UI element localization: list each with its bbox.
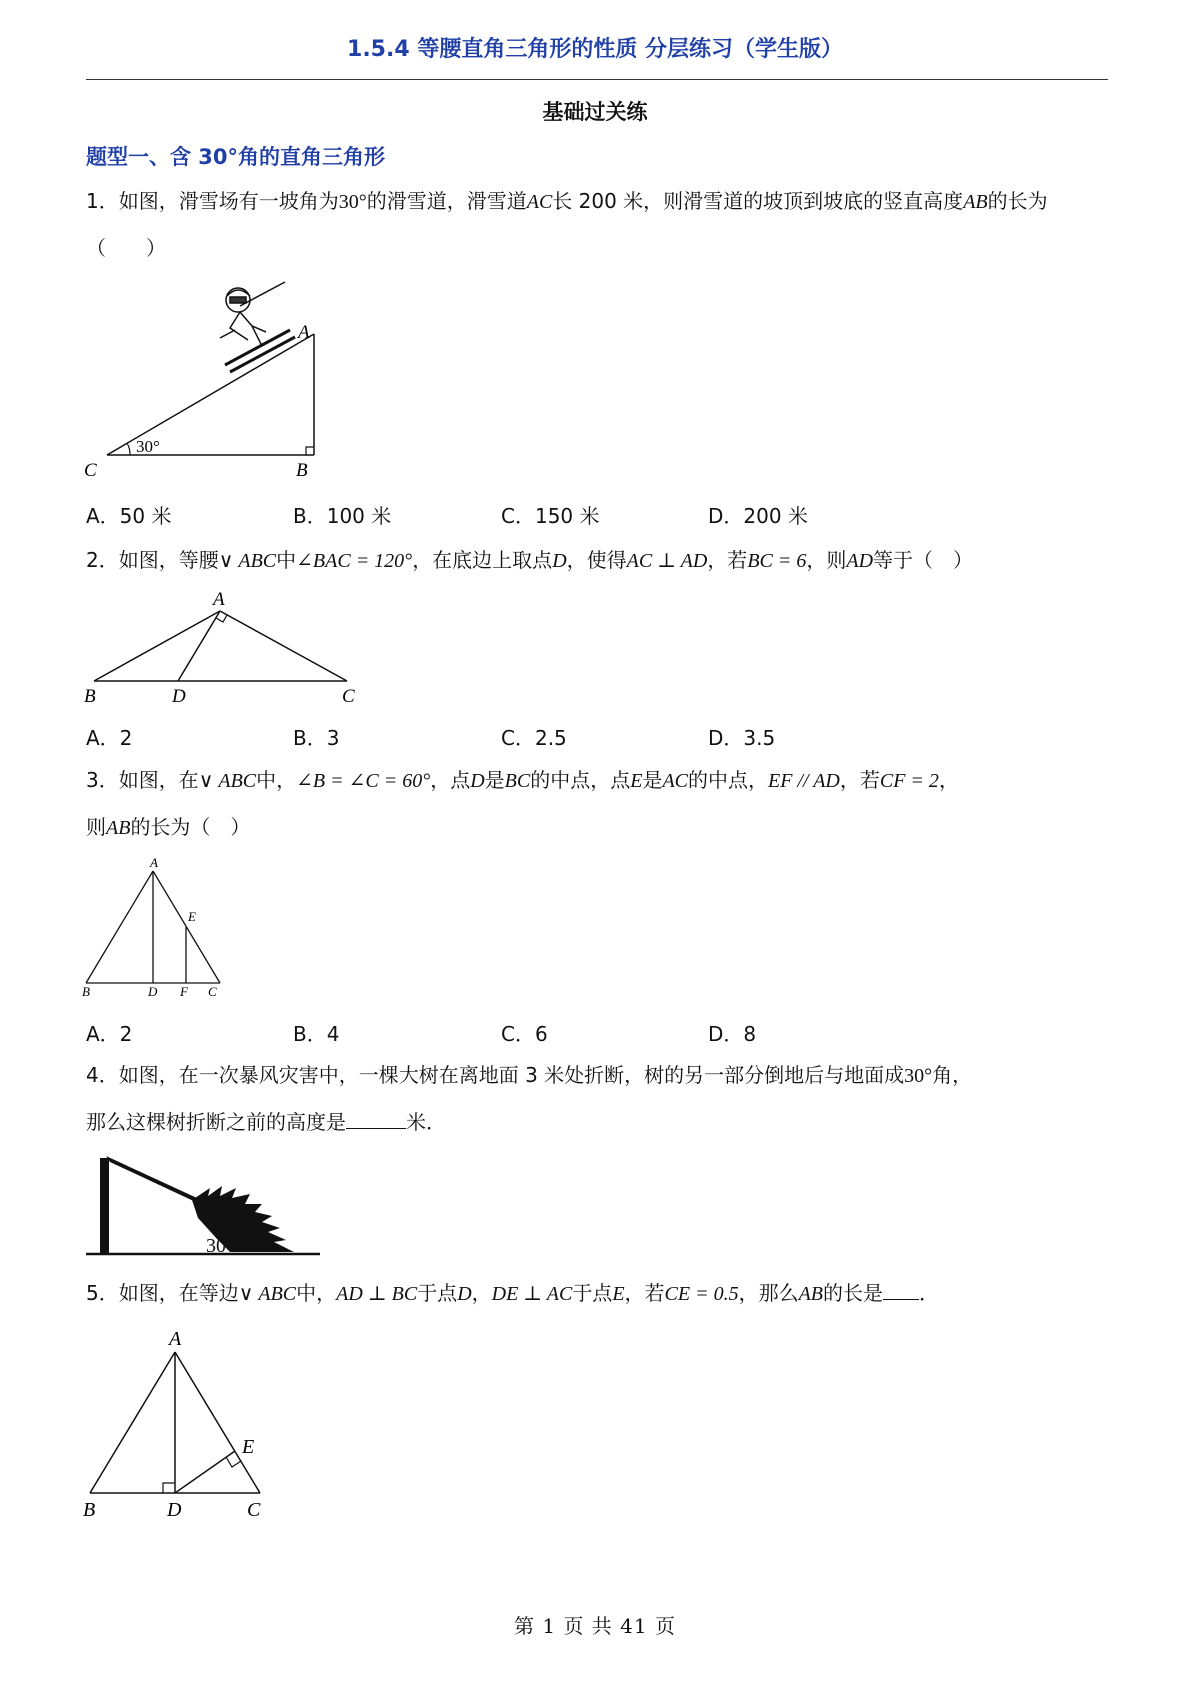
option-d[interactable]: D．200 米: [708, 504, 808, 528]
question-4-text: 4．如图，在一次暴风灾害中，一棵大树在离地面 3 米处折断，树的另一部分倒地后与地面成30°角， 那么这棵树折断之前的高度是 米．: [86, 1063, 973, 1134]
option-c[interactable]: C．150 米: [501, 504, 600, 528]
fallen-trunk: [106, 1156, 200, 1204]
label-f: F: [180, 984, 188, 999]
page-number: 第 1 页 共 41 页: [514, 1614, 676, 1638]
question-3-text: 3．如图，在∨ ABC中，∠B = ∠C = 60°，点D是BC的中点，点E是AC的中点，EF // AD，若CF = 2， 则AB的长为（ ）: [86, 768, 959, 839]
option-a[interactable]: A．2: [86, 726, 133, 750]
label-c: C: [208, 984, 217, 999]
section-title: 基础过关练: [542, 100, 648, 124]
question-3-figure: [80, 855, 230, 1000]
angle-label: 30°: [206, 1235, 234, 1257]
option-b[interactable]: B．4: [293, 1022, 340, 1046]
question-type-title: 题型一、含 30°角的直角三角形: [86, 145, 386, 169]
question-5-text: 5．如图，在等边∨ ABC中，AD ⊥ BC于点D，DE ⊥ AC于点E，若CE = 0.5，那么AB的长是 ．: [86, 1281, 940, 1305]
segment-ac: [220, 611, 347, 681]
angle-label: 30°: [136, 437, 160, 456]
option-a[interactable]: A．2: [86, 1022, 133, 1046]
label-a: A: [213, 589, 225, 610]
segment-ab: [90, 1352, 175, 1493]
label-b: B: [296, 460, 308, 480]
tree-trunk: [100, 1158, 109, 1254]
label-b: B: [83, 1499, 96, 1521]
segment-ac: [175, 1352, 260, 1493]
label-a: A: [150, 855, 158, 870]
question-1-figure: [80, 280, 350, 480]
question-2-text: 2．如图，等腰∨ ABC中∠BAC = 120°，在底边上取点D，使得AC ⊥ AD，若BC = 6，则AD等于（ ）: [86, 548, 974, 572]
option-b[interactable]: B．3: [293, 726, 340, 750]
question-5-figure: [80, 1325, 280, 1525]
right-angle-mark: [306, 447, 314, 455]
document-title: 1.5.4 等腰直角三角形的性质 分层练习（学生版）: [347, 37, 843, 62]
angle-arc: [127, 443, 130, 455]
label-b: B: [84, 686, 96, 707]
label-c: C: [247, 1499, 261, 1521]
option-d[interactable]: D．3.5: [708, 726, 776, 750]
segment-ad: [178, 611, 220, 681]
option-b[interactable]: B．100 米: [293, 504, 392, 528]
right-angle-mark-d: [163, 1483, 175, 1493]
label-e: E: [242, 1436, 255, 1458]
question-2-figure: [80, 585, 380, 710]
label-d: D: [167, 1499, 182, 1521]
answer-blank[interactable]: [883, 1279, 919, 1300]
label-a: A: [298, 322, 310, 343]
label-b: B: [82, 984, 90, 999]
label-c: C: [342, 686, 355, 707]
question-4-figure: [80, 1148, 330, 1263]
answer-blank[interactable]: [346, 1108, 406, 1129]
option-c[interactable]: C．6: [501, 1022, 548, 1046]
label-d: D: [148, 984, 158, 999]
segment-ab: [94, 611, 220, 681]
label-a: A: [169, 1328, 182, 1350]
label-e: E: [188, 909, 196, 924]
option-d[interactable]: D．8: [708, 1022, 757, 1046]
label-d: D: [172, 686, 186, 707]
label-c: C: [84, 460, 97, 480]
option-c[interactable]: C．2.5: [501, 726, 567, 750]
segment-ab: [86, 871, 153, 983]
skier-icon: [220, 282, 295, 372]
option-a[interactable]: A．50 米: [86, 504, 172, 528]
header-divider: [86, 79, 1108, 80]
question-1-text: 1．如图，滑雪场有一坡角为30°的滑雪道，滑雪道AC长 200 米，则滑雪道的坡顶到坡底的竖直高度AB的长为（ ）: [86, 189, 1048, 260]
